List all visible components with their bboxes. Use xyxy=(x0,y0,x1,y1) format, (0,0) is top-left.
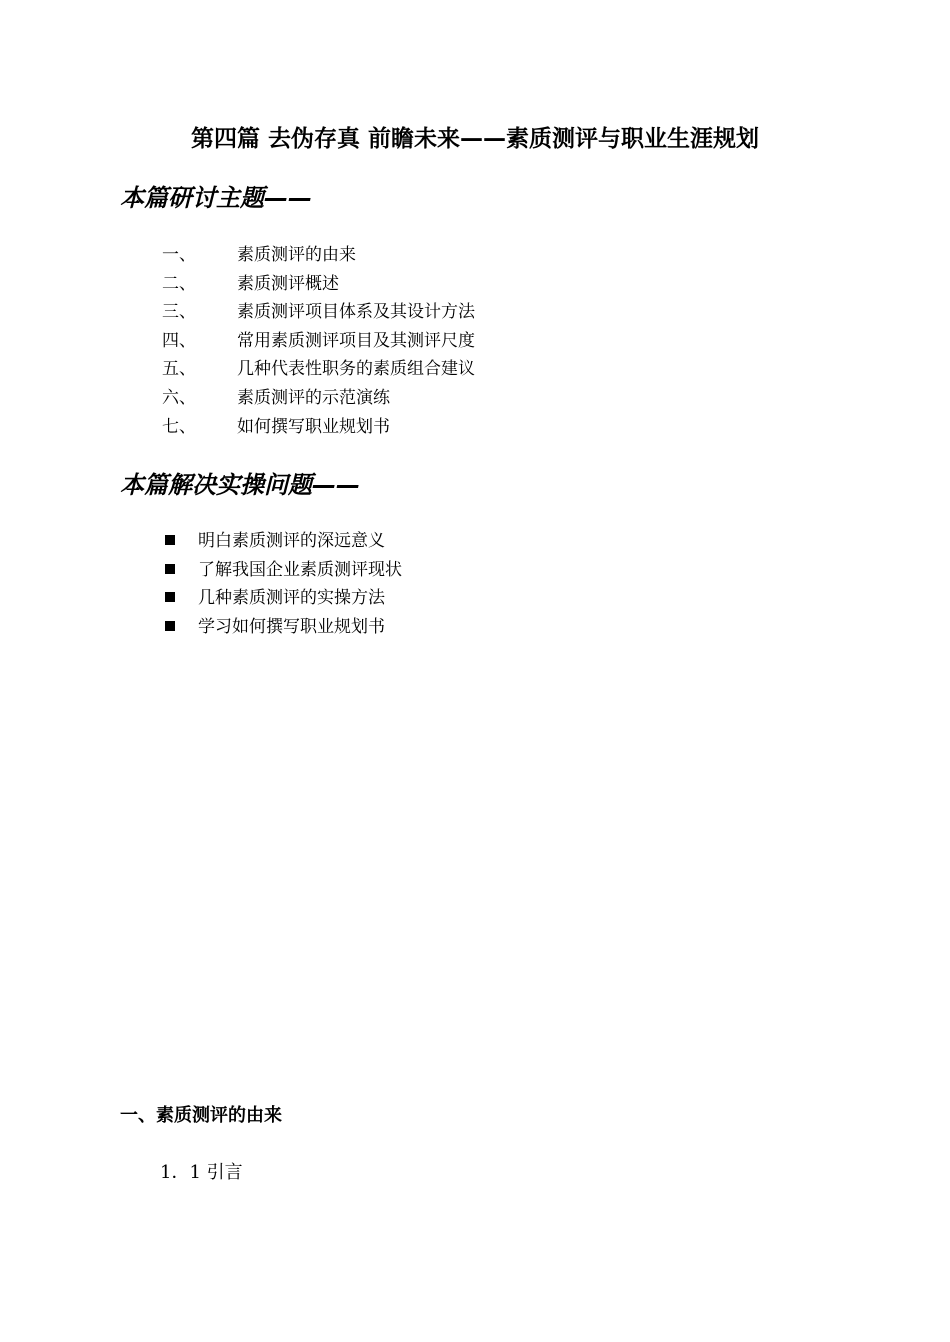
list-item xyxy=(162,613,402,642)
topic-list xyxy=(162,241,475,441)
square-bullet-icon xyxy=(165,564,175,574)
topic-number: 五、 xyxy=(162,359,196,380)
problem-text: 几种素质测评的实操方法 xyxy=(198,588,385,609)
list-item xyxy=(162,241,475,270)
document-title: 第四篇 去伪存真 前瞻未来——素质测评与职业生涯规划 xyxy=(190,126,759,152)
list-item xyxy=(162,527,402,556)
list-item xyxy=(162,584,402,613)
topics-heading: 本篇研讨主题—— xyxy=(120,184,312,212)
list-item xyxy=(162,355,475,384)
subsection-heading: 1．1 引言 xyxy=(160,1162,243,1183)
topic-text: 素质测评的示范演练 xyxy=(237,387,390,408)
list-item xyxy=(162,556,402,585)
topic-text: 素质测评项目体系及其设计方法 xyxy=(237,302,475,323)
topic-number: 三、 xyxy=(162,302,196,323)
problem-text: 学习如何撰写职业规划书 xyxy=(198,616,385,637)
problem-text: 了解我国企业素质测评现状 xyxy=(198,559,402,580)
square-bullet-icon xyxy=(165,621,175,631)
list-item xyxy=(162,327,475,356)
list-item xyxy=(162,270,475,299)
topic-number: 四、 xyxy=(162,330,196,351)
topic-number: 二、 xyxy=(162,273,196,294)
problems-heading: 本篇解决实操问题—— xyxy=(120,471,360,499)
list-item xyxy=(162,298,475,327)
topic-number: 六、 xyxy=(162,387,196,408)
topic-text: 素质测评概述 xyxy=(237,273,339,294)
topic-text: 几种代表性职务的素质组合建议 xyxy=(237,359,475,380)
list-item xyxy=(162,413,475,442)
topic-text: 素质测评的由来 xyxy=(237,245,356,265)
square-bullet-icon xyxy=(165,592,175,602)
chapter-heading: 一、素质测评的由来 xyxy=(120,1105,282,1126)
topic-text: 常用素质测评项目及其测评尺度 xyxy=(237,330,475,351)
topic-number: 七、 xyxy=(162,416,196,437)
square-bullet-icon xyxy=(165,535,175,545)
list-item xyxy=(162,384,475,413)
problem-list xyxy=(162,527,402,641)
problem-text: 明白素质测评的深远意义 xyxy=(198,531,385,551)
topic-text: 如何撰写职业规划书 xyxy=(237,416,390,437)
topic-number: 一、 xyxy=(162,245,196,265)
